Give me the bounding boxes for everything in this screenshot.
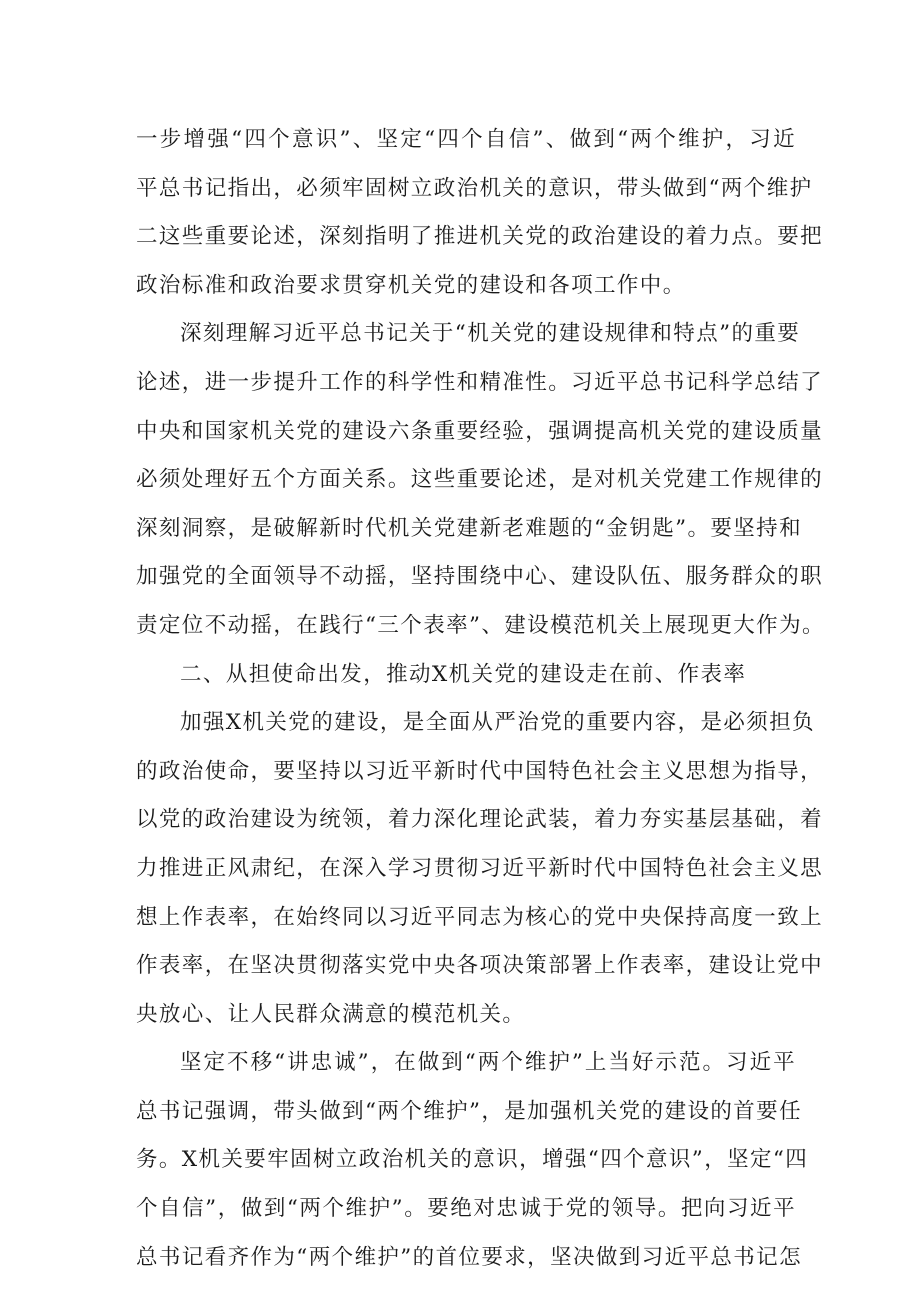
text-line: 央放心、让人民群众满意的模范机关。 [136, 1001, 526, 1027]
text-line: 深刻洞察，是破解新时代机关党建新老难题的“金钥匙”。要坚持和 [136, 515, 802, 541]
text-line: 深刻理解习近平总书记关于“机关党的建设规律和特点”的重要 [180, 321, 801, 347]
text-line: 总书记强调，带头做到“两个维护”，是加强机关党的建设的首要任 [136, 1098, 802, 1124]
document-body [136, 116, 825, 1282]
heading-line: 二、从担使命出发，推动X机关党的建设走在前、作表率 [180, 661, 747, 687]
text-line: 论述，进一步提升工作的科学性和精准性。习近平总书记科学总结了 [136, 369, 824, 395]
text-line: 平总书记指出，必须牢固树立政治机关的意识，带头做到“两个维护 [136, 175, 813, 201]
text-line: 二这些重要论述，深刻指明了推进机关党的政治建设的着力点。要把 [136, 224, 824, 250]
section-heading [136, 651, 796, 700]
text-line: 加强党的全面领导不动摇，坚持围绕中心、建设队伍、服务群众的职 [136, 564, 824, 590]
text-line: 务。X机关要牢固树立政治机关的意识，增强“四个意识”，坚定“四 [136, 1147, 809, 1173]
text-line: 以党的政治建设为统领，着力深化理论武装，着力夯实基层基础，着 [136, 807, 824, 833]
paragraph-continuation [136, 116, 824, 310]
text-line: 必须处理好五个方面关系。这些重要论述，是对机关党建工作规律的 [136, 467, 824, 493]
paragraph [136, 699, 824, 1039]
paragraph [136, 1039, 809, 1282]
text-line: 坚定不移“讲忠诚”，在做到“两个维护”上当好示范。习近平 [180, 1050, 796, 1076]
text-line: 中央和国家机关党的建设六条重要经验，强调提高机关党的建设质量 [136, 418, 824, 444]
text-line: 的政治使命，要坚持以习近平新时代中国特色社会主义思想为指导， [136, 758, 824, 784]
text-line: 加强X机关党的建设，是全面从严治党的重要内容，是必须担负 [180, 710, 816, 736]
text-line: 力推进正风肃纪，在深入学习贯彻习近平新时代中国特色社会主义思 [136, 855, 824, 881]
text-line: 一步增强“四个意识”、坚定“四个自信”、做到“两个维护，习近 [136, 127, 796, 152]
text-line: 总书记看齐作为“两个维护”的首位要求，坚决做到习近平总书记怎 [136, 1244, 802, 1270]
text-line: 个自信”，做到“两个维护”。要绝对忠诚于党的领导。把向习近平 [136, 1196, 796, 1222]
text-line: 想上作表率，在始终同以习近平同志为核心的党中央保持高度一致上 [136, 904, 824, 930]
text-line: 责定位不动摇，在践行“三个表率”、建设模范机关上展现更大作为。 [136, 612, 825, 638]
text-line: 政治标准和政治要求贯穿机关党的建设和各项工作中。 [136, 272, 686, 298]
text-line: 作表率，在坚决贯彻落实党中央各项决策部署上作表率，建设让党中 [136, 953, 824, 979]
paragraph [136, 310, 825, 650]
